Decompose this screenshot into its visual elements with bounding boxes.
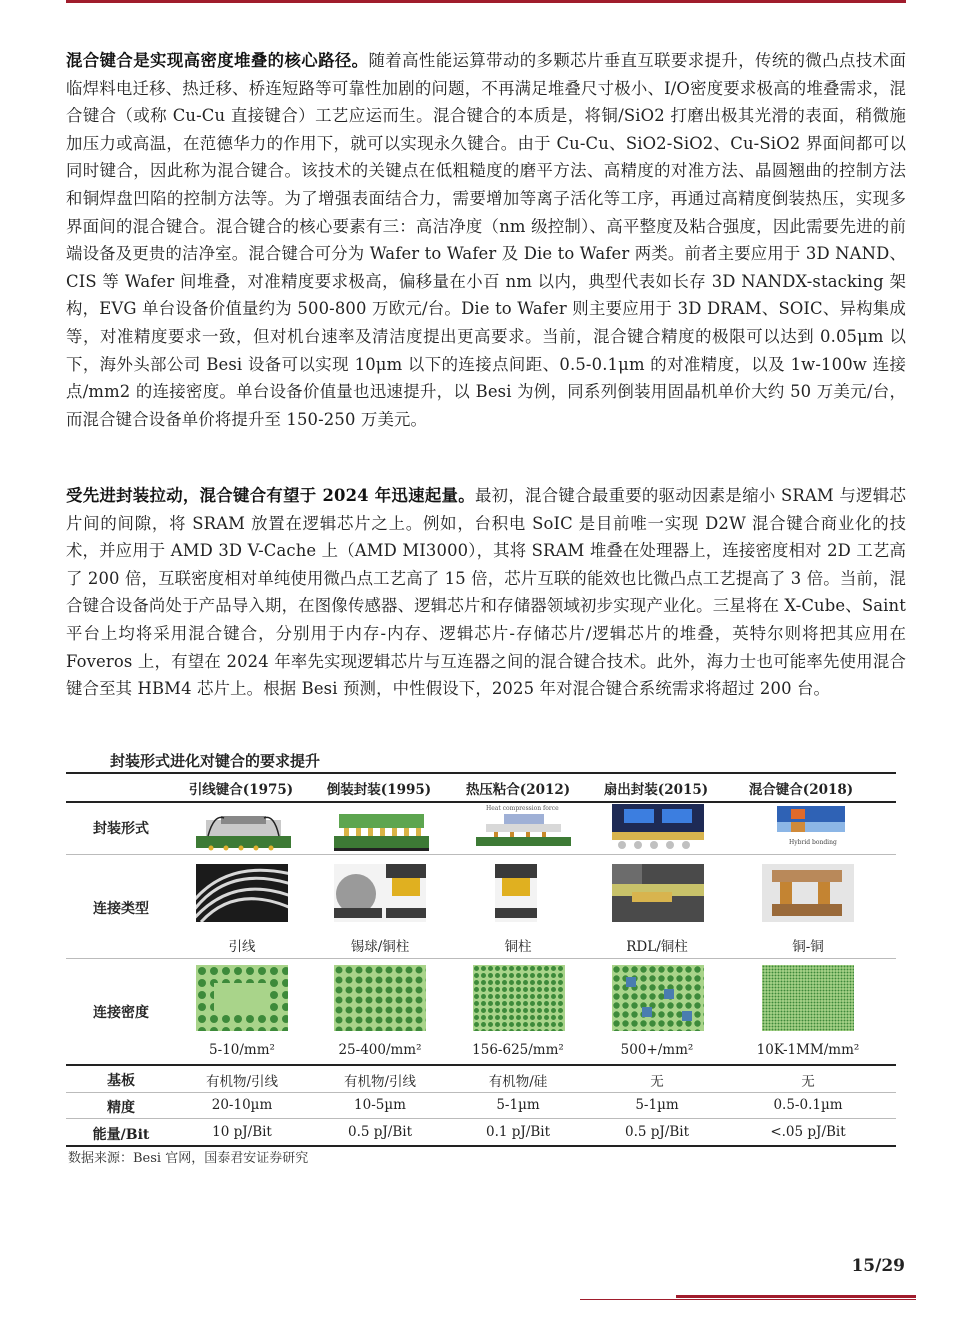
rdl-copper-pillar-image (612, 864, 704, 922)
paragraph-body: 最初，混合键合最重要的驱动因素是缩小 SRAM 与逻辑芯片间的间隙，将 SRAM 放置在逻辑芯片之上。例如，台积电 SoIC 是目前唯一实现 D2W 混合键合商业化的技术，并应用于 AMD 3D V-Cache 上（AMD MI3000），其将 SRAM 堆叠在处理器上，连接密度相对 2D 工艺高了 200 倍，互联密度相对单纯使用微凸点工艺高了 15 倍，芯片互联的能效也比微凸点工艺提高了 3 倍。当前，混合键合设备尚处于产品导入期，在图像传感器、逻辑芯片和存储器领域初步实现产业化。三星将在 X-Cube、Saint 平台上均将采用混合键合，分别用于内存-内存、逻辑芯片-存储芯片/逻辑芯片的堆叠，英特尔则将把其应用在 Foveros 上，有望在 2024 年率先实现逻辑芯片与互连器之间的混合键合技术。此外，海力士也可能率先使用混合键合至其 HBM4 芯片上。根据 Besi 预测，中性假设下，2025 年对混合键合系统需求将超过 200 台。 (66, 486, 906, 699)
row-label-energy: 能量/Bit (92, 1127, 150, 1143)
row-divider (66, 958, 896, 959)
row-label-density: 连接密度 (93, 1005, 149, 1021)
precision-fan-out: 5-1µm (635, 1097, 679, 1113)
substrate-fan-out: 无 (650, 1074, 664, 1090)
column-header-fan-out: 扇出封装(2015) (603, 782, 709, 798)
solder-ball-copper-pillar-image (334, 864, 426, 922)
paragraph-advanced-packaging (66, 482, 906, 703)
paragraph-lead: 受先进封装拉动，混合键合有望于 2024 年迅速起量。 (66, 486, 475, 505)
paragraph-lead: 混合键合是实现高密度堆叠的核心路径。 (66, 51, 369, 70)
hybrid-bond-package-image (771, 804, 851, 850)
connection-type-solder-ball: 锡球/铜柱 (350, 939, 410, 955)
density-thermo-compression: 156-625/mm² (472, 1042, 564, 1058)
column-header-flip-chip: 倒装封装(1995) (326, 782, 432, 798)
package-caption: Hybrid bonding (789, 839, 837, 846)
density-grid-flip-chip (334, 965, 426, 1031)
row-label-precision: 精度 (107, 1100, 135, 1116)
table-top-rule (66, 772, 896, 774)
row-label-substrate: 基板 (107, 1073, 135, 1089)
package-caption: Heat compression force (486, 805, 559, 812)
figure-title: 封装形式进化对键合的要求提升 (110, 752, 321, 770)
energy-flip-chip: 0.5 pJ/Bit (347, 1124, 413, 1140)
flip-chip-package-image (334, 806, 429, 851)
connection-type-rdl: RDL/铜柱 (626, 939, 688, 955)
section-rule (66, 1064, 896, 1066)
density-grid-thermo-compression (473, 965, 565, 1031)
density-flip-chip: 25-400/mm² (338, 1042, 422, 1058)
copper-copper-image (762, 864, 854, 922)
precision-wire-bond: 20-10µm (211, 1097, 273, 1113)
header-rule (66, 0, 906, 3)
density-grid-hybrid-bond (762, 965, 854, 1031)
column-header-thermo-compression: 热压粘合(2012) (465, 782, 571, 798)
substrate-wire-bond: 有机物/引线 (205, 1074, 279, 1090)
connection-type-wire: 引线 (228, 939, 256, 955)
page-number: 15/29 (851, 1256, 905, 1276)
energy-wire-bond: 10 pJ/Bit (212, 1124, 272, 1140)
row-divider (66, 1092, 896, 1093)
energy-fan-out: 0.5 pJ/Bit (624, 1124, 690, 1140)
column-header-wire-bond: 引线键合(1975) (188, 782, 294, 798)
substrate-flip-chip: 有机物/引线 (343, 1074, 417, 1090)
footer-rule-thin (580, 1299, 916, 1300)
paragraph-hybrid-bonding-core (66, 47, 906, 433)
energy-hybrid-bond: <.05 pJ/Bit (770, 1124, 846, 1140)
precision-thermo-compression: 5-1µm (496, 1097, 540, 1113)
connection-type-cu-cu: 铜-铜 (792, 939, 824, 955)
precision-hybrid-bond: 0.5-0.1µm (773, 1097, 843, 1113)
figure-source: 数据来源：Besi 官网，国泰君安证券研究 (68, 1151, 309, 1166)
row-label-package: 封装形式 (93, 821, 149, 837)
footer-rule-thick (676, 1295, 916, 1298)
density-hybrid-bond: 10K-1MM/mm² (756, 1042, 860, 1058)
row-divider (66, 1118, 896, 1119)
energy-thermo-compression: 0.1 pJ/Bit (485, 1124, 551, 1140)
copper-pillar-image (495, 864, 537, 922)
substrate-thermo-compression: 有机物/硅 (488, 1074, 548, 1090)
connection-type-copper-pillar: 铜柱 (504, 939, 532, 955)
density-grid-fan-out (612, 965, 704, 1031)
density-grid-wire (196, 965, 288, 1031)
density-fan-out: 500+/mm² (620, 1042, 694, 1058)
precision-flip-chip: 10-5µm (354, 1097, 406, 1113)
paragraph-body: 随着高性能运算带动的多颗芯片垂直互联要求提升，传统的微凸点技术面临焊料电迁移、热迁移、桥连短路等可靠性加剧的问题，不再满足堆叠尺寸极小、I/O密度要求极高的堆叠需求，混合键合（或称 Cu-Cu 直接键合）工艺应运而生。混合键合的本质是，将铜/SiO2 打磨出极其光滑的表面，稍微施加压力或高温，在范德华力的作用下，就可以实现永久键合。由于 Cu-Cu、SiO2-SiO2、Cu-SiO2 界面间都可以同时键合，因此称为混合键合。该技术的关键点在低粗糙度的磨平方法、高精度的对准方法、晶圆翘曲的控制方法和铜焊盘凹陷的控制方法等。为了增强表面结合力，需要增加等离子活化等工序，再通过高精度倒装热压，实现多界面间的混合键合。混合键合的核心要素有三：高洁净度（nm 级控制）、高平整度及粘合强度，因此需要先进的前端设备及更贵的洁净室。混合键合可分为 Wafer to Wafer 及 Die to Wafer 两类。前者主要应用于 3D NAND、CIS 等 Wafer 间堆叠，对准精度要求极高，偏移量在小百 nm 以内，典型代表如长存 3D NANDX-stacking 架构，EVG 单台设备价值量约为 500-800 万欧元/台。Die to Wafer 则主要应用于 3D DRAM、SOIC、异构集成等，对准精度要求一致，但对机台速率及清洁度提出更高要求。当前，混合键合精度的极限可以达到 0.05μm 以下，海外头部公司 Besi 设备可以实现 10μm 以下的连接点间距、0.5-0.1μm 的对准精度，以及 1w-100w 连接点/mm2 的连接密度。单台设备价值量也迅速提升，以 Besi 为例，同系列倒装用固晶机单价大约 50 万美元/台，而混合键合设备单价将提升至 150-250 万美元。 (66, 51, 906, 429)
row-label-connection: 连接类型 (93, 901, 149, 917)
column-header-hybrid-bond: 混合键合(2018) (748, 782, 854, 798)
fan-out-package-image (612, 804, 704, 850)
density-wire-bond: 5-10/mm² (209, 1042, 275, 1058)
wire-bond-package-image (196, 806, 291, 851)
thermo-compression-package-image (476, 802, 571, 850)
wire-connection-image (196, 864, 288, 922)
row-divider (66, 854, 896, 855)
substrate-hybrid-bond: 无 (801, 1074, 815, 1090)
